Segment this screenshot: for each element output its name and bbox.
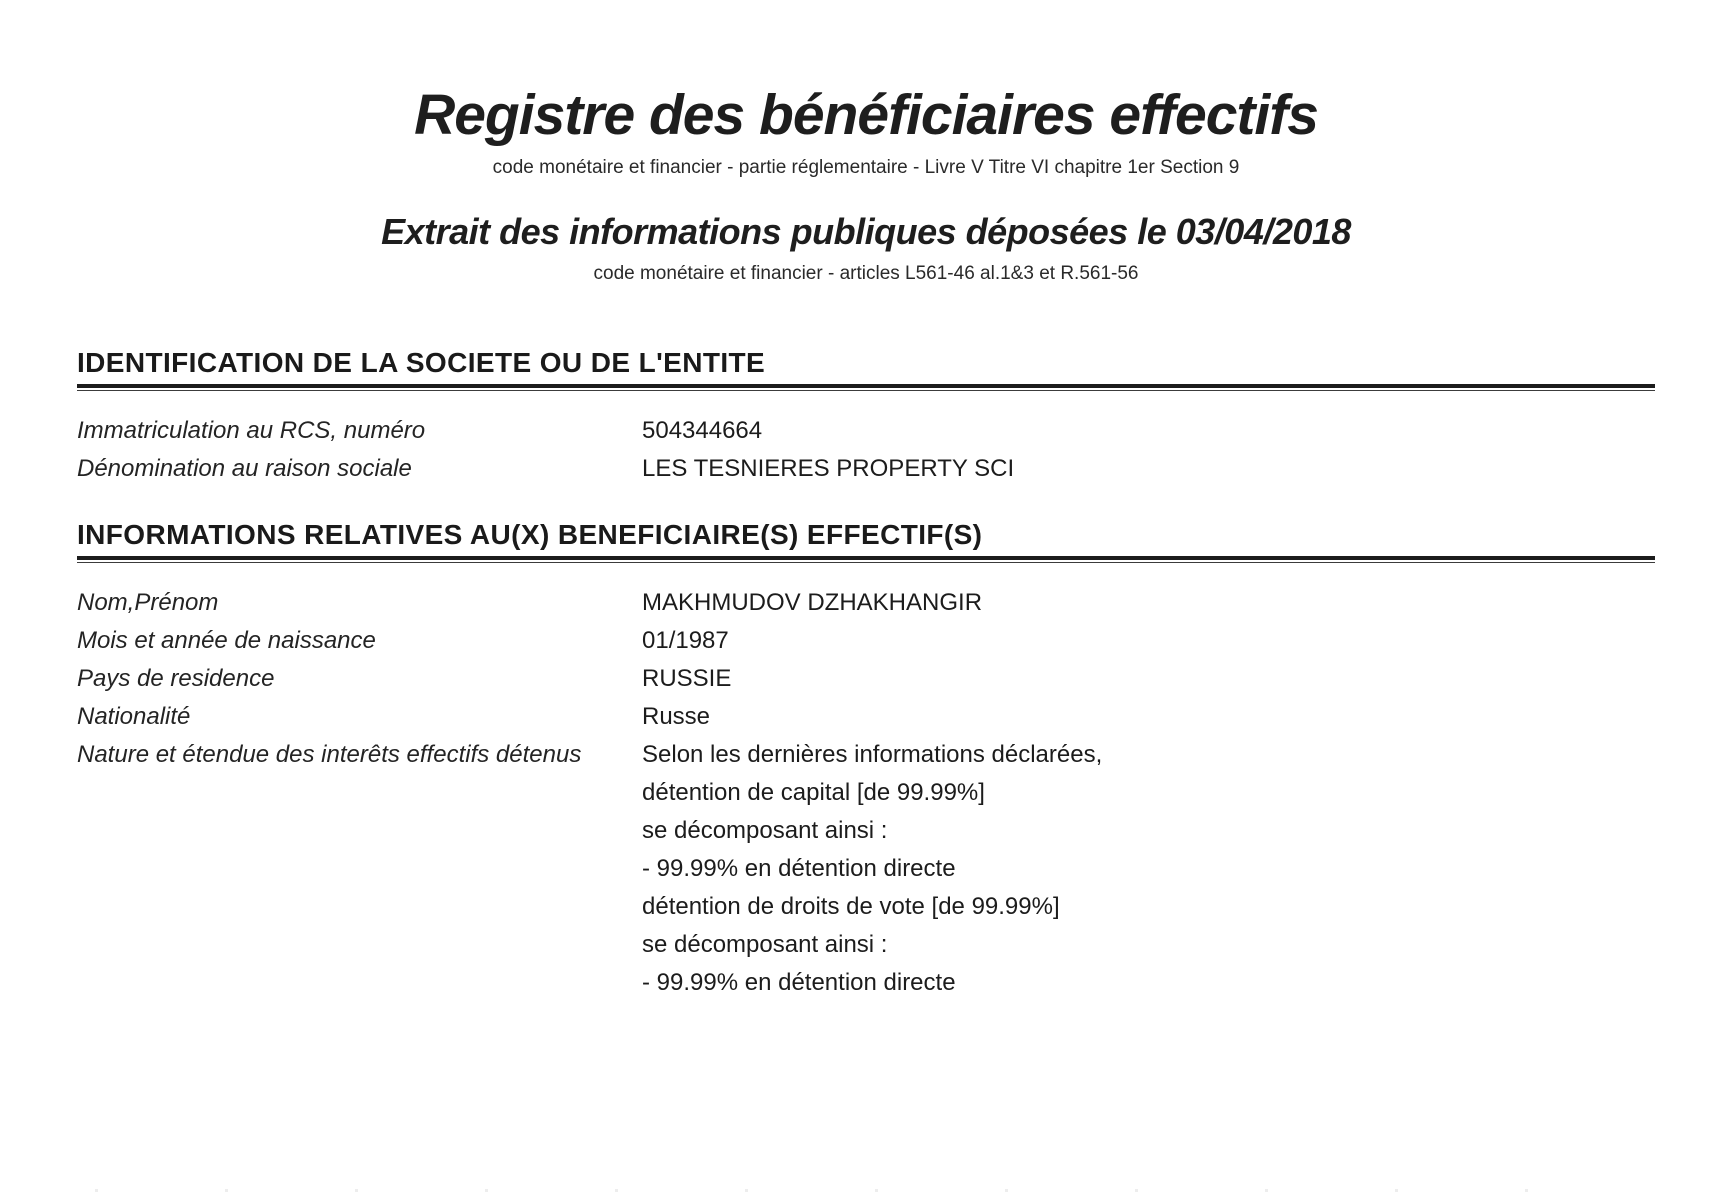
- value-line: 504344664: [642, 417, 763, 445]
- field-label: Immatriculation au RCS, numéro: [77, 417, 426, 445]
- field-label: Pays de residence: [77, 665, 275, 693]
- value-line: se décomposant ainsi :: [642, 817, 888, 845]
- sections-container: [77, 347, 1655, 1002]
- document-header: [77, 0, 1655, 285]
- section-rule: [77, 384, 1655, 391]
- field-row: [77, 698, 1655, 736]
- field-row: [77, 584, 1655, 622]
- field-row: [77, 736, 1655, 1002]
- section-rule: [77, 556, 1655, 563]
- value-line: - 99.99% en détention directe: [642, 969, 956, 997]
- section: [77, 347, 1655, 488]
- value-line: MAKHMUDOV DZHAKHANGIR: [642, 589, 983, 617]
- value-line: détention de capital [de 99.99%]: [642, 779, 985, 807]
- value-line: 01/1987: [642, 627, 729, 655]
- value-line: - 99.99% en détention directe: [642, 855, 956, 883]
- scan-artifact: [95, 1189, 1622, 1192]
- value-line: détention de droits de vote [de 99.99%]: [642, 893, 1060, 921]
- field-value: [642, 584, 1655, 622]
- field-label: Mois et année de naissance: [77, 627, 376, 655]
- field-row: [77, 450, 1655, 488]
- field-row: [77, 622, 1655, 660]
- value-line: RUSSIE: [642, 665, 732, 693]
- field-rows: [77, 412, 1655, 488]
- page-title: Registre des bénéficiaires effectifs: [414, 83, 1318, 147]
- field-row: [77, 660, 1655, 698]
- field-label: Nom,Prénom: [77, 589, 219, 617]
- field-row: [77, 412, 1655, 450]
- page-subtitle: Extrait des informations publiques déposées le 03/04/2018: [381, 210, 1351, 252]
- title-note: code monétaire et financier - partie réglementaire - Livre V Titre VI chapitre 1er Section 9: [492, 156, 1240, 178]
- field-rows: [77, 584, 1655, 1002]
- value-line: Selon les dernières informations déclarées,: [642, 741, 1103, 769]
- field-value: [642, 660, 1655, 698]
- field-label: Nationalité: [77, 703, 191, 731]
- field-value: [642, 698, 1655, 736]
- value-line: se décomposant ainsi :: [642, 931, 888, 959]
- field-value: [642, 736, 1655, 1002]
- field-label: Dénomination au raison sociale: [77, 455, 412, 483]
- field-value: [642, 622, 1655, 660]
- section-heading: INFORMATIONS RELATIVES AU(X) BENEFICIAIRE(S) EFFECTIF(S): [77, 519, 983, 551]
- section: [77, 519, 1655, 1002]
- value-line: LES TESNIERES PROPERTY SCI: [642, 455, 1015, 483]
- subtitle-note: code monétaire et financier - articles L561-46 al.1&3 et R.561-56: [593, 263, 1139, 285]
- value-line: Russe: [642, 703, 711, 731]
- field-value: [642, 450, 1655, 488]
- section-heading: IDENTIFICATION DE LA SOCIETE OU DE L'ENTITE: [77, 347, 766, 379]
- field-label: Nature et étendue des interêts effectifs détenus: [77, 741, 582, 769]
- field-value: [642, 412, 1655, 450]
